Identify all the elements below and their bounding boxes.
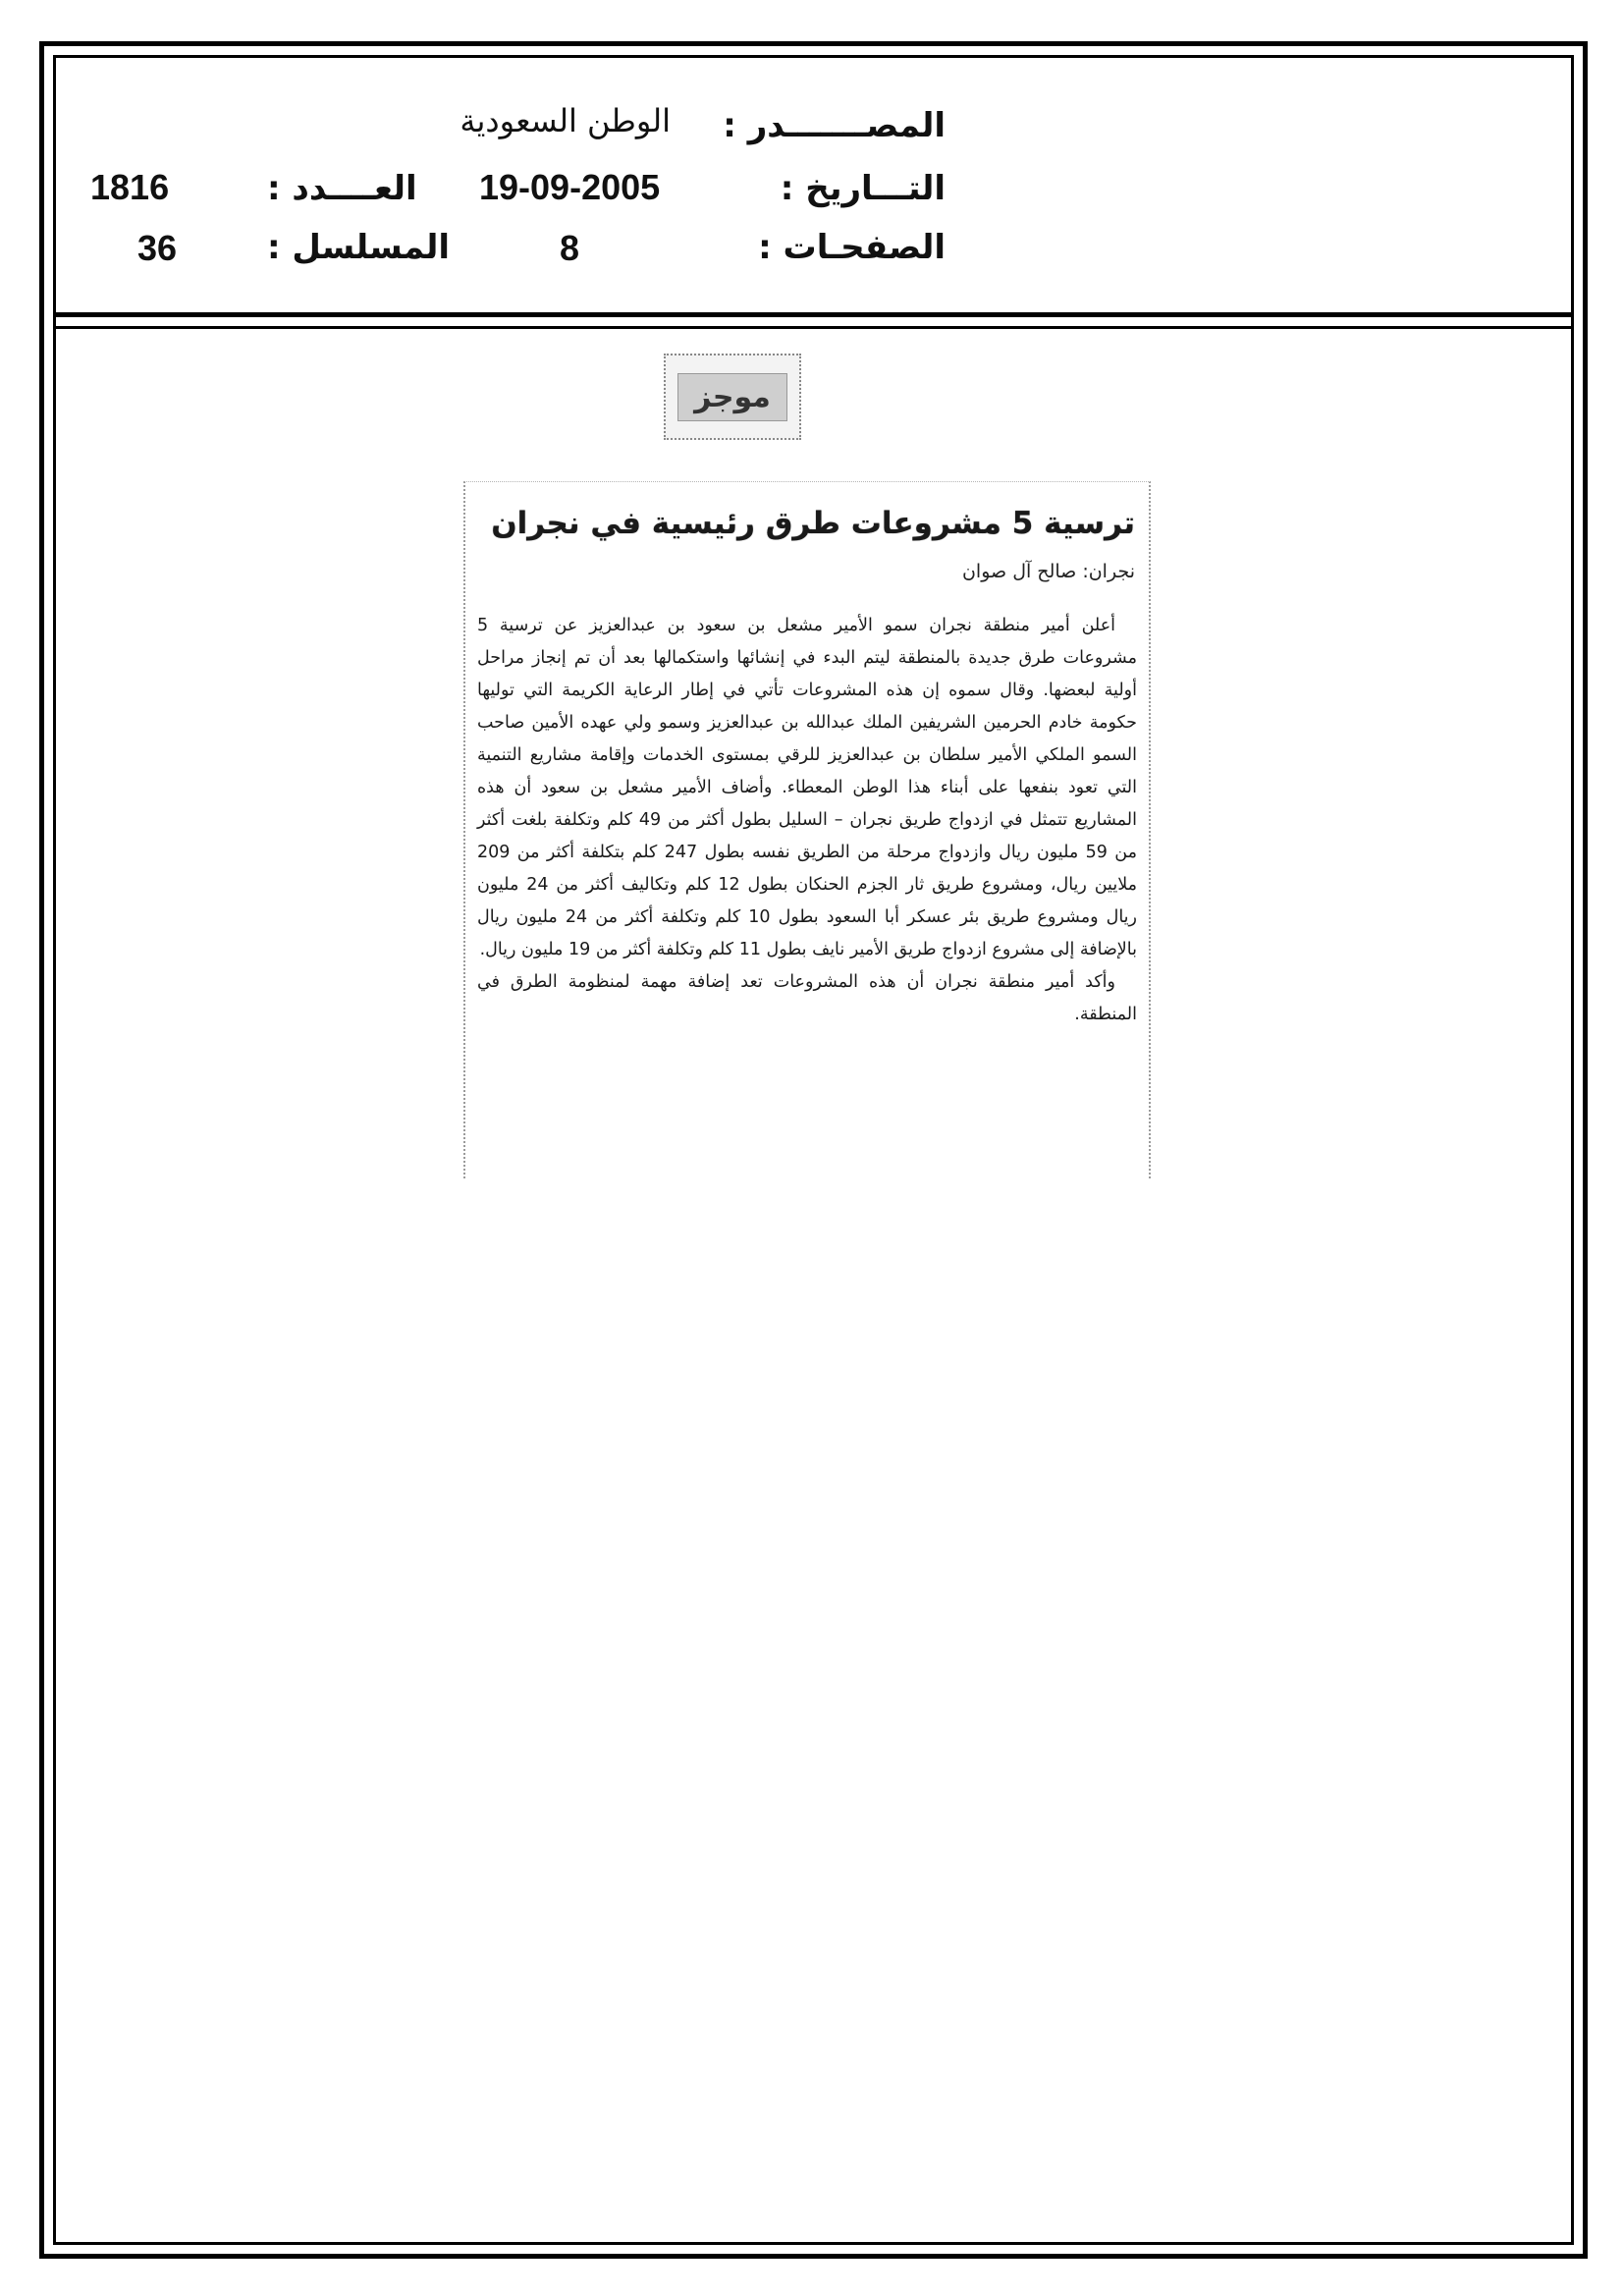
pages-value: 8: [560, 228, 580, 268]
article-clipping: [463, 481, 1151, 1178]
header-divider-thin: [53, 326, 1574, 329]
article-headline: ترسية 5 مشروعات طرق رئيسية في نجران: [491, 506, 1135, 541]
source-value: الوطن السعودية: [460, 102, 671, 139]
serial-value: 36: [137, 228, 178, 268]
article-paragraph: وأكد أمير منطقة نجران أن هذه المشروعات تعد إضافة مهمة لمنظومة الطرق في المنطقة.: [477, 972, 1137, 1024]
article-byline: نجران: صالح آل صوان: [961, 561, 1135, 582]
serial-label: المسلسل :: [267, 228, 451, 267]
date-label: التـــاريخ :: [780, 169, 946, 208]
pages-label: الصفحـات :: [758, 228, 946, 267]
article-body: [477, 610, 1137, 1031]
issue-value: 1816: [90, 167, 170, 207]
article-paragraph: أعلن أمير منطقة نجران سمو الأمير مشعل بن سعود بن عبدالعزيز عن ترسية 5 مشروعات طرق جديدة بالمنطقة ليتم البدء في إنشائها واستكمالها بعد أن تم إنجاز مراحل أولية لبعضها. وقال سموه إن هذه المشروعات تأتي في إطار الرعاية الكريمة التي توليها حكومة خادم الحرمين الشريفين الملك عبدالله بن عبدالعزيز وسمو ولي عهده الأمين صاحب السمو الملكي الأمير سلطان بن عبدالعزيز للرقي بمستوى الخدمات وإقامة مشاريع التنمية التي تعود بنفعها على أبناء هذا الوطن المعطاء. وأضاف الأمير مشعل بن سعود أن هذه المشاريع تتمثل في ازدواج طريق نجران – السليل بطول أكثر من 49 كلم وتكلفة بلغت أكثر من 59 مليون ريال وازدواج مرحلة من الطريق نفسه بطول 247 كلم بتكلفة أكثر من 209 ملايين ريال، ومشروع طريق ثار الجزم الحنكان بطول 12 كلم وتكاليف أكثر من 24 مليون ريال ومشروع طريق بئر عسكر أبا السعود بطول 10 كلم وتكلفة أكثر من 24 مليون ريال بالإضافة إلى مشروع ازدواج طريق الأمير نايف بطول 11 كلم وتكلفة أكثر من 19 مليون ريال.: [477, 616, 1138, 959]
date-value: 19-09-2005: [479, 167, 661, 207]
source-label: المصـــــــدر :: [723, 106, 946, 145]
header-divider-thick: [53, 312, 1574, 317]
section-badge-label: موجز: [677, 373, 787, 421]
section-badge: [664, 354, 801, 440]
issue-label: العــــدد :: [267, 169, 417, 208]
